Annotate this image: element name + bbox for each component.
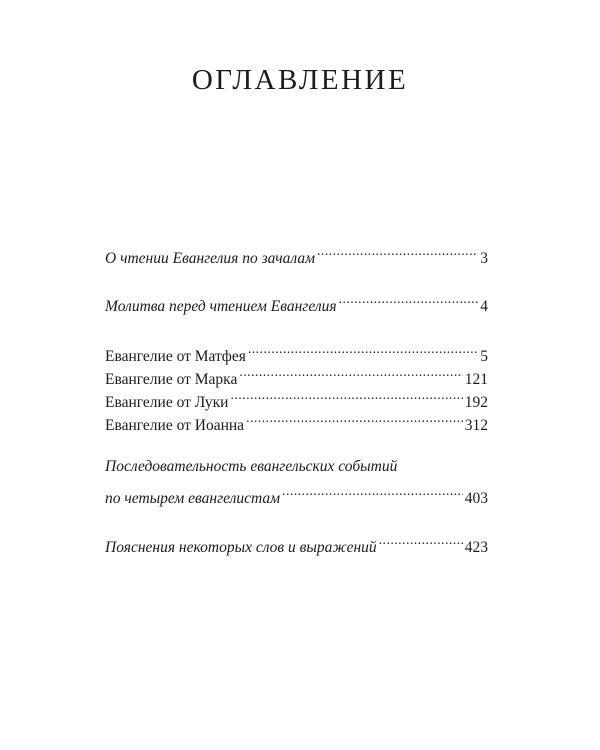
toc-entry-luke[interactable]: [105, 385, 488, 411]
toc-entry-page: 121: [464, 371, 488, 388]
dot-leader: [379, 530, 463, 552]
toc-entry-title: Евангелие от Иоанна: [105, 417, 245, 434]
dot-leader: [230, 385, 462, 407]
page-title: ОГЛАВЛЕНИЕ: [191, 64, 409, 96]
toc-entry-reading-by-sections[interactable]: [105, 241, 488, 267]
toc-entry-sequence-line1[interactable]: Последовательность евангельских событий: [105, 458, 398, 475]
dot-leader: [239, 362, 462, 384]
dot-leader: [248, 339, 478, 361]
toc-entry-title: по четырем евангелистам: [105, 490, 281, 507]
toc-entry-glossary[interactable]: [105, 530, 488, 556]
toc-entry-page: 5: [480, 348, 488, 365]
toc-entry-prayer[interactable]: [105, 289, 488, 315]
toc-entry-page: 4: [480, 298, 488, 315]
dot-leader: [317, 241, 478, 263]
toc-entry-title: О чтении Евангелия по зачалам: [105, 250, 315, 267]
toc-entry-title: Пояснения некоторых слов и выражений: [105, 539, 377, 556]
toc-entry-title: Евангелие от Марка: [105, 371, 238, 388]
toc-entry-page: 3: [480, 250, 488, 267]
dot-leader: [282, 481, 463, 503]
toc-entry-title: Молитва перед чтением Евангелия: [105, 298, 337, 315]
dot-leader: [246, 408, 463, 430]
toc-entry-title: Евангелие от Матфея: [105, 348, 246, 365]
toc-entry-page: 403: [464, 490, 488, 507]
toc-entry-matthew[interactable]: [105, 339, 488, 365]
toc-entry-page: 423: [464, 539, 488, 556]
toc-entry-mark[interactable]: [105, 362, 488, 388]
toc-entry-title: Евангелие от Луки: [105, 394, 229, 411]
toc-entry-page: 312: [464, 417, 488, 434]
toc-entry-page: 192: [464, 394, 488, 411]
toc-entry-sequence[interactable]: [105, 481, 488, 507]
dot-leader: [339, 289, 479, 311]
toc-entry-john[interactable]: [105, 408, 488, 434]
